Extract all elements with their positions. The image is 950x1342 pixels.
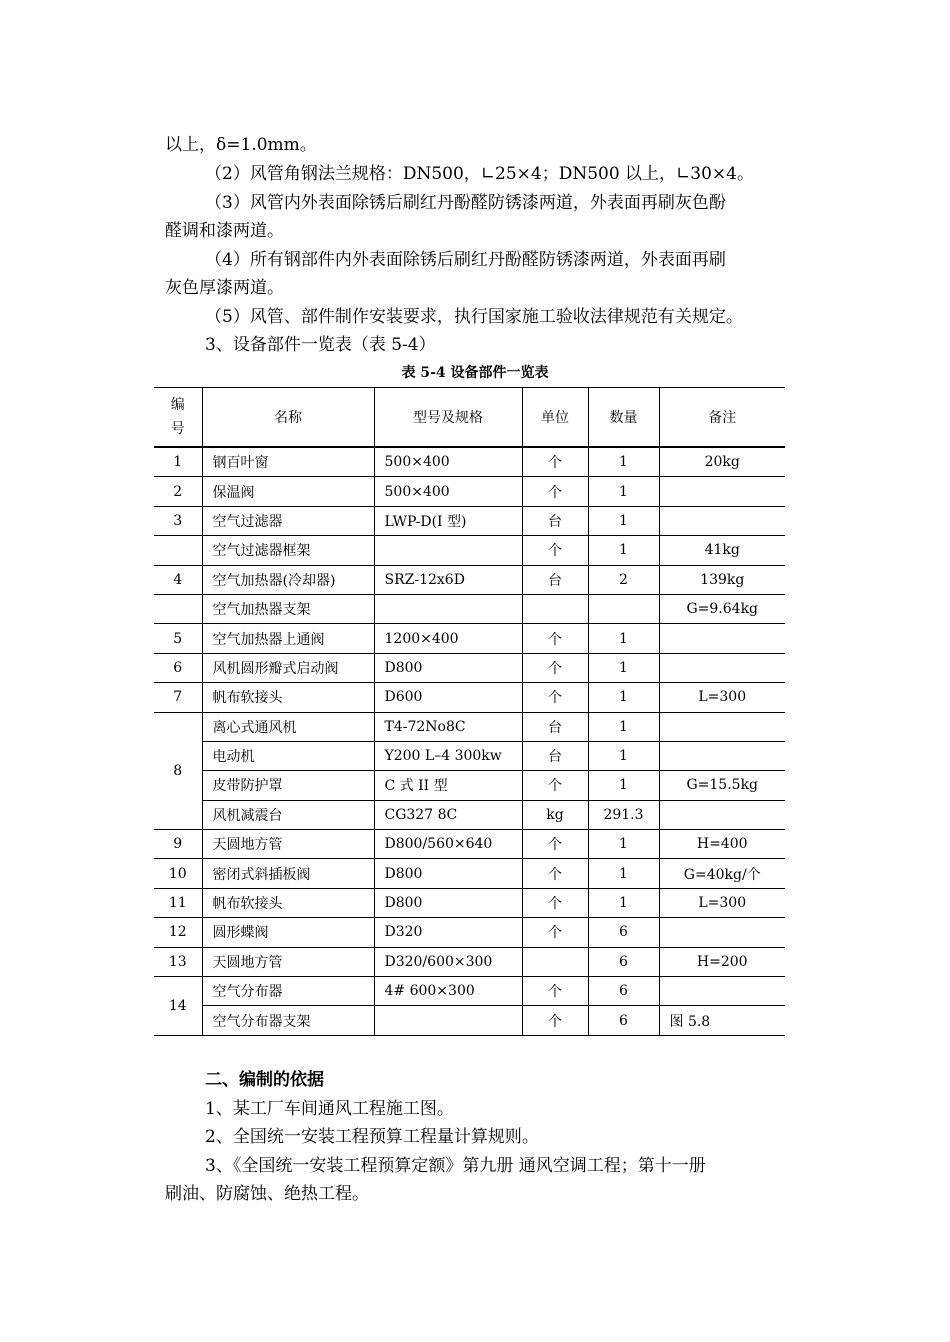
cell-note: H=400 xyxy=(659,830,785,859)
cell-qty: 1 xyxy=(588,741,659,770)
cell-name: 空气过滤器框架 xyxy=(202,536,374,565)
paragraph-line: 3、《全国统一安装工程预算定额》第九册 通风空调工程；第十一册 xyxy=(205,1156,706,1176)
cell-model: CG327 8C xyxy=(374,800,522,829)
cell-model: 500×400 xyxy=(374,447,522,477)
paragraph-line: 灰色厚漆两道。 xyxy=(165,278,284,298)
cell-model: D800 xyxy=(374,859,522,888)
cell-qty: 1 xyxy=(588,830,659,859)
cell-qty xyxy=(588,594,659,623)
cell-note: G=40kg/个 xyxy=(659,859,785,888)
paragraph-line: （4）所有钢部件内外表面除锈后刷红丹酚醛防锈漆两道，外表面再刷 xyxy=(205,250,726,270)
equipment-table xyxy=(154,387,785,1036)
table-row xyxy=(154,741,785,770)
table-header-row xyxy=(154,388,785,448)
cell-qty: 6 xyxy=(588,1006,659,1035)
cell-note xyxy=(659,741,785,770)
cell-model: T4-72No8C xyxy=(374,712,522,741)
cell-model: Y200 L–4 300kw xyxy=(374,741,522,770)
cell-no: 9 xyxy=(154,830,202,859)
table-row xyxy=(154,1006,785,1035)
table-row xyxy=(154,653,785,682)
cell-qty: 1 xyxy=(588,771,659,800)
cell-unit: 个 xyxy=(522,830,588,859)
paragraph-line: 1、某工厂车间通风工程施工图。 xyxy=(205,1099,454,1119)
paragraph-line: 刷油、防腐蚀、绝热工程。 xyxy=(165,1184,369,1204)
section-heading: 二、编制的依据 xyxy=(205,1070,324,1090)
paragraph-line: 2、全国统一安装工程预算工程量计算规则。 xyxy=(205,1127,539,1147)
cell-qty: 6 xyxy=(588,947,659,976)
cell-qty: 1 xyxy=(588,536,659,565)
table-row xyxy=(154,918,785,947)
cell-no: 14 xyxy=(154,977,202,1036)
cell-note xyxy=(659,712,785,741)
paragraph-line: （5）风管、部件制作安装要求，执行国家施工验收法律规范有关规定。 xyxy=(205,307,743,327)
cell-no: 12 xyxy=(154,918,202,947)
cell-no: 2 xyxy=(154,477,202,506)
cell-qty: 6 xyxy=(588,918,659,947)
cell-note xyxy=(659,800,785,829)
cell-name: 密闭式斜插板阀 xyxy=(202,859,374,888)
cell-name: 圆形蝶阀 xyxy=(202,918,374,947)
cell-name: 风机圆形瓣式启动阀 xyxy=(202,653,374,682)
cell-unit: 台 xyxy=(522,565,588,594)
cell-name: 帆布软接头 xyxy=(202,683,374,712)
table-row xyxy=(154,536,785,565)
cell-name: 钢百叶窗 xyxy=(202,447,374,477)
cell-model: D800 xyxy=(374,888,522,917)
cell-note: G=15.5kg xyxy=(659,771,785,800)
cell-no: 4 xyxy=(154,565,202,594)
cell-name: 空气分布器 xyxy=(202,977,374,1006)
header-no: 编 号 xyxy=(154,388,202,448)
cell-unit xyxy=(522,947,588,976)
cell-qty: 1 xyxy=(588,683,659,712)
table-row xyxy=(154,477,785,506)
cell-name: 帆布软接头 xyxy=(202,888,374,917)
cell-model: D320/600×300 xyxy=(374,947,522,976)
cell-name: 空气加热器(冷却器) xyxy=(202,565,374,594)
table-row xyxy=(154,859,785,888)
cell-qty: 1 xyxy=(588,712,659,741)
cell-model: D320 xyxy=(374,918,522,947)
cell-qty: 1 xyxy=(588,624,659,653)
table-row xyxy=(154,565,785,594)
cell-qty: 291.3 xyxy=(588,800,659,829)
cell-note: 图 5.8 xyxy=(659,1006,785,1035)
cell-unit: 个 xyxy=(522,477,588,506)
cell-model: 1200×400 xyxy=(374,624,522,653)
cell-qty: 1 xyxy=(588,653,659,682)
cell-unit: 个 xyxy=(522,1006,588,1035)
cell-note xyxy=(659,624,785,653)
cell-unit: 台 xyxy=(522,506,588,535)
cell-unit: 个 xyxy=(522,536,588,565)
table-caption: 表 5-4 设备部件一览表 xyxy=(401,365,549,381)
cell-qty: 1 xyxy=(588,859,659,888)
cell-note: H=200 xyxy=(659,947,785,976)
cell-name: 皮带防护罩 xyxy=(202,771,374,800)
cell-model: SRZ-12x6D xyxy=(374,565,522,594)
cell-note xyxy=(659,477,785,506)
cell-name: 离心式通风机 xyxy=(202,712,374,741)
header-model: 型号及规格 xyxy=(374,388,522,448)
cell-model: D800 xyxy=(374,653,522,682)
table-row xyxy=(154,771,785,800)
cell-unit xyxy=(522,594,588,623)
paragraph-line: 醛调和漆两道。 xyxy=(165,221,284,241)
cell-note xyxy=(659,506,785,535)
cell-unit: 个 xyxy=(522,888,588,917)
cell-no: 11 xyxy=(154,888,202,917)
cell-unit: 台 xyxy=(522,712,588,741)
header-name: 名称 xyxy=(202,388,374,448)
paragraph-line: 以上，δ=1.0mm。 xyxy=(165,135,317,155)
cell-name: 空气过滤器 xyxy=(202,506,374,535)
cell-name: 风机减震台 xyxy=(202,800,374,829)
cell-no: 3 xyxy=(154,506,202,535)
cell-no xyxy=(154,536,202,565)
cell-qty: 1 xyxy=(588,447,659,477)
header-unit: 单位 xyxy=(522,388,588,448)
cell-model xyxy=(374,1006,522,1035)
cell-note xyxy=(659,977,785,1006)
cell-note xyxy=(659,918,785,947)
cell-no: 13 xyxy=(154,947,202,976)
cell-name: 天圆地方管 xyxy=(202,947,374,976)
table-row xyxy=(154,683,785,712)
table-row xyxy=(154,977,785,1006)
cell-unit: 个 xyxy=(522,624,588,653)
cell-qty: 6 xyxy=(588,977,659,1006)
cell-note: L=300 xyxy=(659,683,785,712)
cell-note: G=9.64kg xyxy=(659,594,785,623)
paragraph-line: （2）风管角钢法兰规格：DN500，∟25×4；DN500 以上，∟30×4。 xyxy=(205,164,754,184)
cell-qty: 1 xyxy=(588,477,659,506)
table-row xyxy=(154,947,785,976)
cell-no: 7 xyxy=(154,683,202,712)
cell-unit: 个 xyxy=(522,447,588,477)
header-qty: 数量 xyxy=(588,388,659,448)
cell-note: 139kg xyxy=(659,565,785,594)
cell-unit: 个 xyxy=(522,859,588,888)
cell-no: 5 xyxy=(154,624,202,653)
cell-name: 空气加热器支架 xyxy=(202,594,374,623)
cell-unit: 个 xyxy=(522,918,588,947)
cell-qty: 1 xyxy=(588,888,659,917)
cell-model: LWP-D(I 型) xyxy=(374,506,522,535)
table-row xyxy=(154,830,785,859)
table-row xyxy=(154,594,785,623)
cell-unit: 个 xyxy=(522,771,588,800)
cell-unit: kg xyxy=(522,800,588,829)
cell-unit: 台 xyxy=(522,741,588,770)
cell-note xyxy=(659,653,785,682)
cell-qty: 2 xyxy=(588,565,659,594)
cell-unit: 个 xyxy=(522,977,588,1006)
cell-unit: 个 xyxy=(522,653,588,682)
cell-no xyxy=(154,594,202,623)
table-row xyxy=(154,447,785,477)
table-row xyxy=(154,506,785,535)
cell-model: C 式 II 型 xyxy=(374,771,522,800)
table-row xyxy=(154,800,785,829)
cell-name: 保温阀 xyxy=(202,477,374,506)
cell-unit: 个 xyxy=(522,683,588,712)
cell-name: 天圆地方管 xyxy=(202,830,374,859)
cell-no: 8 xyxy=(154,712,202,830)
cell-name: 空气加热器上通阀 xyxy=(202,624,374,653)
cell-no: 1 xyxy=(154,447,202,477)
cell-no: 10 xyxy=(154,859,202,888)
cell-qty: 1 xyxy=(588,506,659,535)
cell-note: 20kg xyxy=(659,447,785,477)
table-row xyxy=(154,712,785,741)
paragraph-line: （3）风管内外表面除锈后刷红丹酚醛防锈漆两道，外表面再刷灰色酚 xyxy=(205,193,726,213)
cell-model xyxy=(374,536,522,565)
paragraph-line: 3、设备部件一览表（表 5-4） xyxy=(205,335,436,355)
cell-no: 6 xyxy=(154,653,202,682)
cell-note: 41kg xyxy=(659,536,785,565)
cell-model: D800/560×640 xyxy=(374,830,522,859)
cell-name: 电动机 xyxy=(202,741,374,770)
cell-note: L=300 xyxy=(659,888,785,917)
cell-model: D600 xyxy=(374,683,522,712)
header-note: 备注 xyxy=(659,388,785,448)
cell-model: 500×400 xyxy=(374,477,522,506)
table-row xyxy=(154,888,785,917)
table-row xyxy=(154,624,785,653)
cell-model xyxy=(374,594,522,623)
cell-name: 空气分布器支架 xyxy=(202,1006,374,1035)
cell-model: 4# 600×300 xyxy=(374,977,522,1006)
